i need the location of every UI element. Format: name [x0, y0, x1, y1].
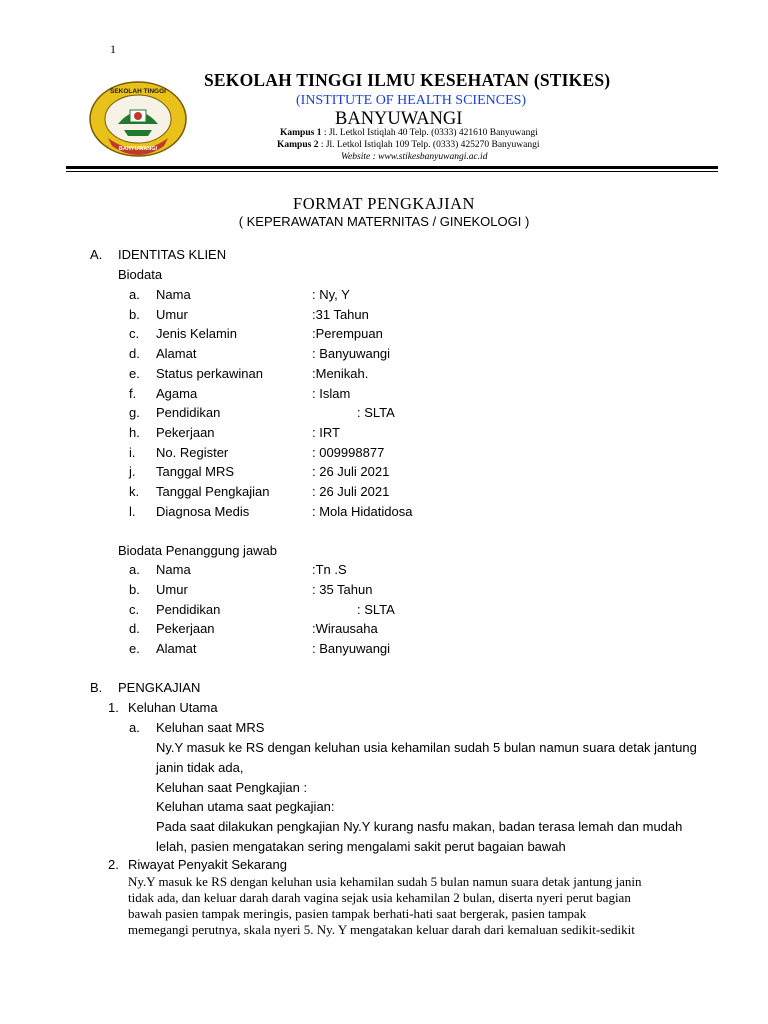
biodata-row-letter: l.	[129, 503, 136, 519]
biodata-row-letter: a.	[129, 562, 140, 577]
item-1a-text-line: Ny.Y masuk ke RS dengan keluhan usia kehamilan sudah 5 bulan namun suara detak jantung	[156, 740, 697, 755]
biodata-row-label: Nama	[156, 562, 191, 577]
document-title: FORMAT PENGKAJIAN	[293, 194, 475, 213]
biodata-row-label: Jenis Kelamin	[156, 326, 237, 342]
biodata-row-value: : SLTA	[357, 601, 395, 617]
biodata-row-label: Pekerjaan	[156, 621, 215, 637]
institution-english-name: (INSTITUTE OF HEALTH SCIENCES)	[296, 93, 527, 108]
section-b-marker: B.	[90, 680, 103, 695]
campus-1-address: Kampus 1 : Jl. Letkol Istiqlah 40 Telp. (0333) 421610 Banyuwangi	[280, 128, 538, 138]
header-divider-thin	[66, 171, 718, 172]
biodata-row-value: : 009998877	[312, 444, 385, 460]
item-1-heading: Keluhan Utama	[128, 700, 218, 715]
section-a-heading: IDENTITAS KLIEN	[118, 247, 227, 262]
biodata-row-label: Pendidikan	[156, 601, 221, 617]
biodata-row-value: : SLTA	[357, 405, 395, 421]
biodata-row-value: :Perempuan	[312, 326, 383, 342]
item-2-text-line: bawah pasien tampak meringis, pasien tampak berhati-hati saat bergerak, pasien tampak	[128, 906, 587, 921]
biodata-row-letter: b.	[129, 581, 140, 597]
biodata-row-letter: k.	[129, 484, 140, 499]
item-1a-text-line: Keluhan saat Pengkajian :	[156, 780, 308, 795]
section-b-heading: PENGKAJIAN	[118, 680, 201, 695]
item-2-text-line: tidak ada, dan keluar darah darah vagina sejak usia kehamilan 2 bulan, diserta nyeri perut bagian	[128, 890, 631, 905]
biodata-row-letter: h.	[129, 424, 140, 440]
item-1a-marker: a.	[129, 720, 140, 735]
biodata-row-label: Pendidikan	[156, 405, 221, 421]
biodata-row-letter: c.	[129, 601, 140, 617]
campus-2-address: Kampus 2 : Jl. Letkol Istiqlah 109 Telp. (0333) 425270 Banyuwangi	[277, 140, 540, 150]
biodata-row-label: Pekerjaan	[156, 424, 215, 440]
biodata-row-value: :Menikah.	[312, 365, 369, 381]
institution-city: BANYUWANGI	[335, 109, 463, 129]
item-2-heading: Riwayat Penyakit Sekarang	[128, 857, 287, 872]
item-2-text-line: Ny.Y masuk ke RS dengan keluhan usia kehamilan sudah 5 bulan namun suara detak jantung janin	[128, 874, 642, 889]
guardian-heading: Biodata Penanggung jawab	[118, 543, 278, 558]
item-1a-text-line: Pada saat dilakukan pengkajian Ny.Y kurang nasfu makan, badan terasa lemah dan mudah	[156, 819, 683, 834]
biodata-row-letter: b.	[129, 306, 140, 322]
item-2-text-line: memegangi perutnya, skala nyeri 5. Ny. Y mengatakan keluar darah dari kemaluan sedikit-sedikit	[128, 922, 635, 937]
header-divider	[66, 166, 718, 169]
biodata-row-value: : 26 Juli 2021	[312, 464, 390, 480]
item-1a-text-line: Keluhan utama saat pegkajian:	[156, 799, 335, 814]
item-2-marker: 2.	[108, 857, 119, 872]
biodata-heading: Biodata	[118, 267, 163, 282]
biodata-row-label: Diagnosa Medis	[156, 503, 250, 519]
stikes-logo	[88, 80, 188, 158]
biodata-row-label: Alamat	[156, 641, 197, 657]
document-subtitle: ( KEPERAWATAN MATERNITAS / GINEKOLOGI )	[238, 214, 530, 229]
biodata-row-value: :Tn .S	[312, 562, 347, 577]
biodata-row-label: No. Register	[156, 444, 229, 460]
svg-text:SEKOLAH TINGGI: SEKOLAH TINGGI	[110, 88, 166, 95]
biodata-row-label: Agama	[156, 385, 198, 401]
item-1a-heading: Keluhan saat MRS	[156, 720, 265, 735]
biodata-row-label: Tanggal MRS	[156, 464, 235, 480]
biodata-row-label: Umur	[156, 306, 188, 322]
biodata-row-value: : IRT	[312, 424, 340, 440]
biodata-row-value: : Mola Hidatidosa	[312, 503, 413, 519]
item-1-marker: 1.	[108, 700, 119, 715]
item-1a-text-line: lelah, pasien mengatakan sering mengalami sakit perut bagaian bawah	[156, 839, 566, 854]
biodata-row-value: :31 Tahun	[312, 306, 369, 322]
biodata-row-value: : 35 Tahun	[312, 581, 373, 597]
biodata-row-value: : 26 Juli 2021	[312, 484, 390, 499]
biodata-row-letter: e.	[129, 641, 140, 657]
biodata-row-value: : Ny, Y	[312, 287, 350, 302]
biodata-row-value: : Banyuwangi	[312, 346, 391, 362]
website: Website : www.stikesbanyuwangi.ac.id	[341, 152, 488, 162]
biodata-row-letter: c.	[129, 326, 140, 342]
biodata-row-letter: j.	[129, 464, 136, 480]
section-a-marker: A.	[90, 247, 103, 262]
biodata-row-label: Alamat	[156, 346, 197, 362]
svg-text:BANYUWANGI: BANYUWANGI	[118, 146, 158, 152]
item-1a-text-line: janin tidak ada,	[156, 760, 244, 775]
biodata-row-letter: e.	[129, 365, 140, 381]
biodata-row-label: Umur	[156, 581, 188, 597]
biodata-row-label: Status perkawinan	[156, 365, 263, 381]
biodata-row-label: Nama	[156, 287, 191, 302]
biodata-row-value: : Banyuwangi	[312, 641, 391, 657]
biodata-row-letter: d.	[129, 621, 140, 637]
biodata-row-letter: g.	[129, 405, 140, 421]
biodata-row-value: :Wirausaha	[312, 621, 378, 637]
biodata-row-letter: a.	[129, 287, 140, 302]
page-number: 1	[110, 42, 116, 56]
biodata-row-letter: f.	[129, 385, 137, 401]
biodata-row-value: : Islam	[312, 385, 351, 401]
biodata-row-letter: i.	[129, 444, 136, 460]
biodata-row-label: Tanggal Pengkajian	[156, 484, 270, 499]
institution-name: SEKOLAH TINGGI ILMU KESEHATAN (STIKES)	[204, 70, 611, 90]
biodata-row-letter: d.	[129, 346, 140, 362]
